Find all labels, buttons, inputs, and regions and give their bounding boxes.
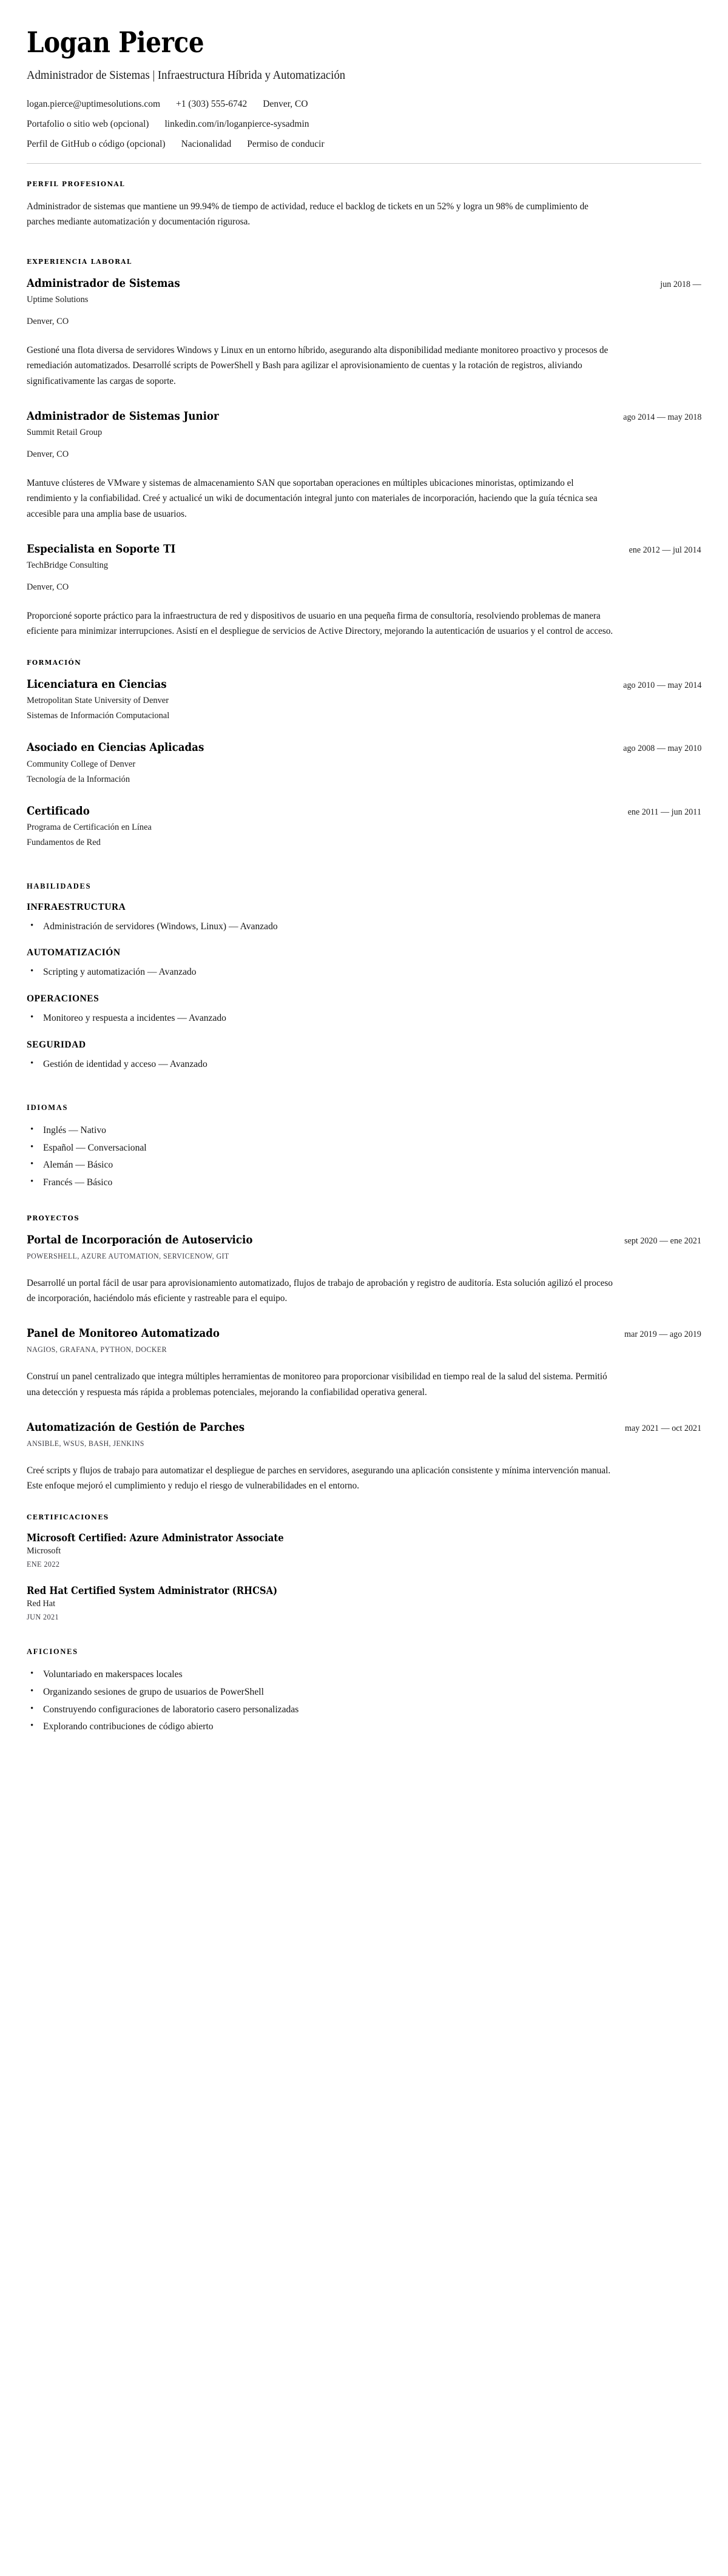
certification-entry xyxy=(27,1585,701,1622)
contact-row-2 xyxy=(27,118,701,130)
project-dates: mar 2019 — ago 2019 xyxy=(624,1330,701,1340)
skill-group xyxy=(27,947,701,980)
job-company: Summit Retail Group xyxy=(27,426,103,437)
project-description-wrap xyxy=(27,1463,701,1494)
skill-list xyxy=(27,1057,701,1072)
job-location: Denver, CO xyxy=(27,448,69,459)
job-dates: jun 2018 — xyxy=(660,280,701,290)
certification-title: Red Hat Certified System Administrator (RHCSA) xyxy=(27,1585,278,1597)
section-title-languages: IDIOMAS xyxy=(27,1103,69,1112)
project-dates: may 2021 — oct 2021 xyxy=(624,1423,701,1433)
school-name: Programa de Certificación en Línea xyxy=(27,821,152,832)
contact-location: Denver, CO xyxy=(263,99,308,110)
job-description: Proporcioné soporte práctico para la infraestructura de red y dispositivos de usuario en una pequeña firma de consultoría, resolviendo problemas de manera eficiente para minimizar interrupciones. Asistí en el despliegue de servicios de Active Directory, mejorando la autenticación de usuarios y el control de acceso. xyxy=(27,610,613,637)
degree-dates: ene 2011 — jun 2011 xyxy=(627,807,701,817)
project-entry xyxy=(27,1233,701,1306)
job-description: Mantuve clústeres de VMware y sistemas de almacenamiento SAN que soportaban operaciones en múltiples ubicaciones minoristas, optimizando el rendimiento y la confiabilidad. Creé y actualicé un wiki de documentación integral junto con materiales de incorporación, haciendo que la guía técnica sea accesible para una amplia base de usuarios. xyxy=(27,478,598,519)
skill-group xyxy=(27,902,701,935)
section-title-profile: PERFIL PROFESIONAL xyxy=(27,179,125,188)
job-company: TechBridge Consulting xyxy=(27,559,109,570)
certification-issuer: Microsoft xyxy=(27,1546,61,1556)
job-description-wrap xyxy=(27,608,701,639)
project-entry-head xyxy=(27,1233,701,1248)
candidate-headline: Administrador de Sistemas | Infraestructura Híbrida y Automatización xyxy=(27,69,346,82)
section-hobbies xyxy=(27,1647,701,1735)
list-item: • Alemán — Básico xyxy=(27,1158,701,1173)
experience-entry xyxy=(27,409,701,522)
skill-list xyxy=(27,1011,701,1026)
school-name: Community College of Denver xyxy=(27,758,136,769)
education-entry-head xyxy=(27,678,701,692)
experience-entry-head xyxy=(27,542,701,557)
project-tech-stack: NAGIOS, GRAFANA, PYTHON, DOCKER xyxy=(27,1345,167,1354)
field-of-study: Sistemas de Información Computacional xyxy=(27,710,170,721)
contact-nationality: Nacionalidad xyxy=(181,139,232,150)
degree-title: Asociado en Ciencias Aplicadas xyxy=(27,741,204,755)
project-entry-head xyxy=(27,1421,701,1435)
education-entry xyxy=(27,741,701,785)
contact-linkedin[interactable]: linkedin.com/in/loganpierce-sysadmin xyxy=(164,119,309,130)
job-location: Denver, CO xyxy=(27,581,69,592)
project-description: Construí un panel centralizado que integra múltiples herramientas de monitoreo para proporcionar visibilidad en tiempo real de la salud del sistema. Permitió una detección y respuesta más rápida a problemas potenciales, mejorando la confiabilidad operativa general. xyxy=(27,1371,607,1397)
job-company: Uptime Solutions xyxy=(27,294,89,305)
list-item: • Español — Conversacional xyxy=(27,1141,701,1156)
degree-dates: ago 2010 — may 2014 xyxy=(622,681,701,691)
spacer xyxy=(27,239,701,257)
skill-group-title: SEGURIDAD xyxy=(27,1039,86,1050)
education-entry-head xyxy=(27,804,701,819)
skill-group-title: INFRAESTRUCTURA xyxy=(27,901,126,912)
skill-list xyxy=(27,920,701,935)
project-description-wrap xyxy=(27,1369,701,1400)
language-list xyxy=(27,1123,701,1191)
list-item: • Construyendo configuraciones de laboratorio casero personalizadas xyxy=(27,1703,701,1718)
contact-row-1 xyxy=(27,98,701,110)
spacer xyxy=(27,648,701,658)
degree-title: Licenciatura en Ciencias xyxy=(27,678,167,691)
list-item: • Administración de servidores (Windows, Linux) — Avanzado xyxy=(27,920,701,935)
section-title-projects: PROYECTOS xyxy=(27,1213,80,1222)
skill-list xyxy=(27,965,701,980)
education-entry-head xyxy=(27,741,701,755)
section-title-experience: EXPERIENCIA LABORAL xyxy=(27,257,132,266)
certification-issuer: Red Hat xyxy=(27,1599,56,1609)
resume-header xyxy=(27,28,701,151)
header-divider xyxy=(27,163,701,164)
field-of-study: Tecnología de la Información xyxy=(27,773,130,784)
job-dates: ago 2014 — may 2018 xyxy=(622,412,701,422)
job-title: Administrador de Sistemas xyxy=(27,277,180,291)
contact-github[interactable]: Perfil de GitHub o código (opcional) xyxy=(27,139,166,150)
project-title: Portal de Incorporación de Autoservicio xyxy=(27,1233,253,1246)
spacer xyxy=(27,1196,701,1214)
contact-phone[interactable]: +1 (303) 555-6742 xyxy=(176,99,248,110)
spacer xyxy=(27,1503,701,1513)
experience-entry xyxy=(27,277,701,389)
field-of-study: Fundamentos de Red xyxy=(27,836,101,847)
education-entry xyxy=(27,804,701,849)
project-description: Creé scripts y flujos de trabajo para automatizar el despliegue de parches en servidores, asegurando una aplicación consistente y mínima intervención manual. Este enfoque mejoró el cumplimiento y redujo el riesgo de vulnerabilidades en el entorno. xyxy=(27,1465,611,1491)
contact-row-3 xyxy=(27,138,701,150)
job-description-wrap xyxy=(27,476,701,522)
contact-driving-licence: Permiso de conducir xyxy=(247,139,325,150)
job-title: Administrador de Sistemas Junior xyxy=(27,409,219,423)
section-certifications xyxy=(27,1513,701,1622)
school-name: Metropolitan State University of Denver xyxy=(27,695,169,706)
list-item: • Explorando contribuciones de código abierto xyxy=(27,1720,701,1735)
list-item: • Organizando sesiones de grupo de usuarios de PowerShell xyxy=(27,1685,701,1700)
section-skills xyxy=(27,882,701,1072)
section-experience xyxy=(27,257,701,639)
project-title: Automatización de Gestión de Parches xyxy=(27,1421,245,1434)
spacer xyxy=(27,858,701,882)
section-title-certifications: CERTIFICACIONES xyxy=(27,1513,109,1522)
contact-email[interactable]: logan.pierce@uptimesolutions.com xyxy=(27,99,161,110)
list-item: • Monitoreo y respuesta a incidentes — Avanzado xyxy=(27,1011,701,1026)
project-tech-stack: POWERSHELL, AZURE AUTOMATION, SERVICENOW, GIT xyxy=(27,1251,229,1260)
list-item: • Gestión de identidad y acceso — Avanzado xyxy=(27,1057,701,1072)
experience-entry-head xyxy=(27,277,701,291)
skill-group-title: OPERACIONES xyxy=(27,993,99,1004)
section-title-skills: HABILIDADES xyxy=(27,881,92,890)
project-dates: sept 2020 — ene 2021 xyxy=(624,1236,701,1246)
job-description: Gestioné una flota diversa de servidores Windows y Linux en un entorno híbrido, asegurando alta disponibilidad mediante monitoreo proactivo y procesos de remediación automatizados. Desarrollé scripts de PowerShell y Bash para agilizar el aprovisionamiento de cuentas y la rotación de registros, aliviando significativamente las cargas de soporte. xyxy=(27,345,608,386)
section-languages xyxy=(27,1103,701,1191)
job-description-wrap xyxy=(27,343,701,389)
education-entry xyxy=(27,678,701,722)
certification-date: JUN 2021 xyxy=(27,1613,59,1622)
project-title: Panel de Monitoreo Automatizado xyxy=(27,1327,220,1340)
job-title: Especialista en Soporte TI xyxy=(27,542,176,556)
project-entry xyxy=(27,1327,701,1400)
project-description: Desarrollé un portal fácil de usar para aprovisionamiento automatizado, flujos de trabajo de aprobación y registro de auditoría. Esta solución agilizó el proceso de incorporación, haciéndolo más eficiente y rastreable para el equipo. xyxy=(27,1277,613,1303)
candidate-name: Logan Pierce xyxy=(27,26,204,59)
degree-title: Certificado xyxy=(27,804,90,818)
project-tech-stack: ANSIBLE, WSUS, BASH, JENKINS xyxy=(27,1439,144,1448)
list-item: • Inglés — Nativo xyxy=(27,1123,701,1138)
list-item: • Scripting y automatización — Avanzado xyxy=(27,965,701,980)
section-profile xyxy=(27,180,701,230)
spacer xyxy=(27,1085,701,1103)
certification-title: Microsoft Certified: Azure Administrator Associate xyxy=(27,1532,284,1544)
skill-group-title: AUTOMATIZACIÓN xyxy=(27,947,121,958)
certification-entry xyxy=(27,1532,701,1569)
skill-group xyxy=(27,1040,701,1072)
section-title-education: FORMACIÓN xyxy=(27,658,82,667)
project-entry-head xyxy=(27,1327,701,1341)
experience-entry xyxy=(27,542,701,639)
project-description-wrap xyxy=(27,1276,701,1306)
profile-summary: Administrador de sistemas que mantiene un 99.94% de tiempo de actividad, reduce el backlog de tickets en un 52% y logra un 98% de cumplimiento de parches mediante automatización y documentación rigurosa. xyxy=(27,201,588,227)
degree-dates: ago 2008 — may 2010 xyxy=(622,744,701,754)
section-title-hobbies: AFICIONES xyxy=(27,1647,78,1656)
hobby-list xyxy=(27,1667,701,1735)
section-education xyxy=(27,658,701,849)
project-entry xyxy=(27,1421,701,1494)
list-item: • Voluntariado en makerspaces locales xyxy=(27,1667,701,1683)
skill-group xyxy=(27,994,701,1026)
certification-date: ENE 2022 xyxy=(27,1560,60,1569)
spacer xyxy=(27,1638,701,1647)
contact-portfolio[interactable]: Portafolio o sitio web (opcional) xyxy=(27,119,149,130)
section-projects xyxy=(27,1214,701,1494)
list-item: • Francés — Básico xyxy=(27,1175,701,1191)
job-location: Denver, CO xyxy=(27,316,69,327)
experience-entry-head xyxy=(27,409,701,424)
job-dates: ene 2012 — jul 2014 xyxy=(629,545,701,555)
